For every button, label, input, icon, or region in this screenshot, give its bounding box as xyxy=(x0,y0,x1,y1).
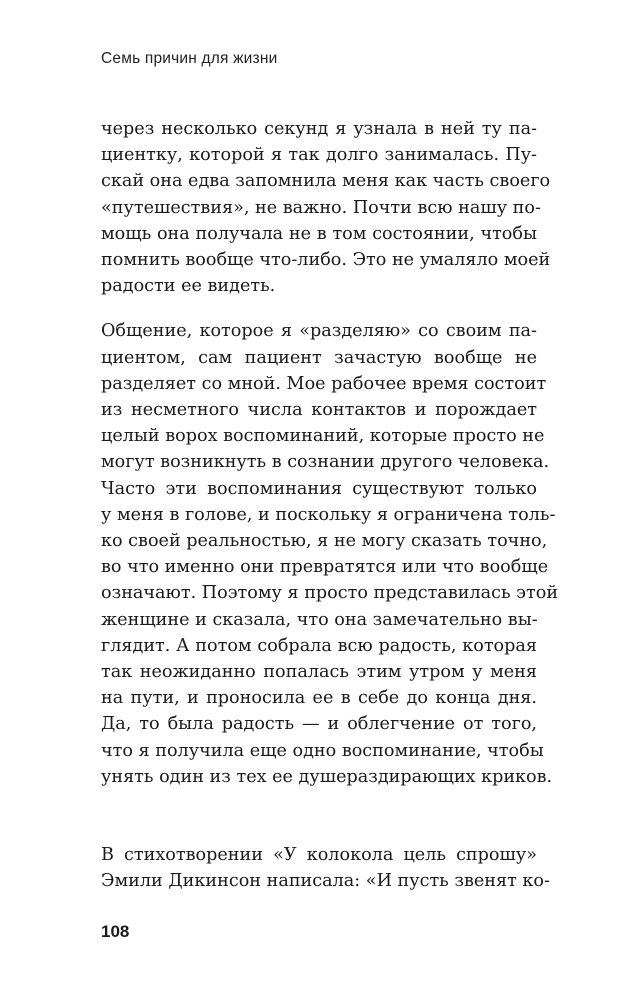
text-line: на пути, и проносила ее в себе до конца дня. xyxy=(101,688,537,709)
text-line: Эмили Дикинсон написала: «И пусть звенят ко- xyxy=(101,871,550,892)
text-line: радости ее видеть. xyxy=(101,276,276,297)
text-line: помнить вообще что-либо. Это не умаляло моей xyxy=(101,250,551,271)
text-line: Общение, которое я «разделяю» со своим па- xyxy=(101,321,537,342)
text-line: В стихотворении «У колокола цель спрошу» xyxy=(101,845,537,866)
text-line: ко своей реальностью, я не могу сказать точно, xyxy=(101,531,548,552)
paragraph-1 xyxy=(101,116,551,299)
text-line: мощь она получала не в том состоянии, чтобы xyxy=(101,223,537,244)
paragraph-2 xyxy=(101,318,559,790)
body-text xyxy=(101,116,559,894)
paragraph-3 xyxy=(101,842,550,894)
text-line: через несколько секунд я узнала в ней ту па- xyxy=(101,119,537,139)
text-line: унять один из тех ее душераздирающих криков. xyxy=(101,766,553,787)
text-line: «путешествия», не важно. Почти всю нашу по- xyxy=(101,197,541,218)
text-line: глядит. А потом собрала всю радость, которая xyxy=(101,635,537,656)
page-number: 108 xyxy=(101,922,130,941)
text-line: Да, то была радость — и облегчение от того, xyxy=(101,714,537,735)
text-line: целый ворох воспоминаний, которые просто не xyxy=(101,426,545,447)
text-line: во что именно они превратятся или что вообще xyxy=(101,557,549,578)
text-line: скай она едва запомнила меня как часть своего xyxy=(101,171,551,192)
text-line: из несметного числа контактов и порождает xyxy=(101,400,537,421)
text-line: так неожиданно попалась этим утром у меня xyxy=(101,662,537,683)
text-line: циентку, которой я так долго занималась. Пу- xyxy=(101,145,537,166)
text-line: могут возникнуть в сознании другого человека. xyxy=(101,452,550,473)
text-line: означают. Поэтому я просто представилась этой xyxy=(101,583,559,604)
running-header: Семь причин для жизни xyxy=(101,50,278,67)
text-line: у меня в голове, и поскольку я ограничена толь- xyxy=(101,504,556,525)
text-line: женщине и сказала, что она замечательно вы- xyxy=(101,609,538,630)
text-line: разделяет со мной. Мое рабочее время состоит xyxy=(101,373,547,394)
text-line: циентом, сам пациент зачастую вообще не xyxy=(101,347,537,368)
text-line: что я получила еще одно воспоминание, чтобы xyxy=(101,740,544,761)
text-line: Часто эти воспоминания существуют только xyxy=(101,478,537,499)
